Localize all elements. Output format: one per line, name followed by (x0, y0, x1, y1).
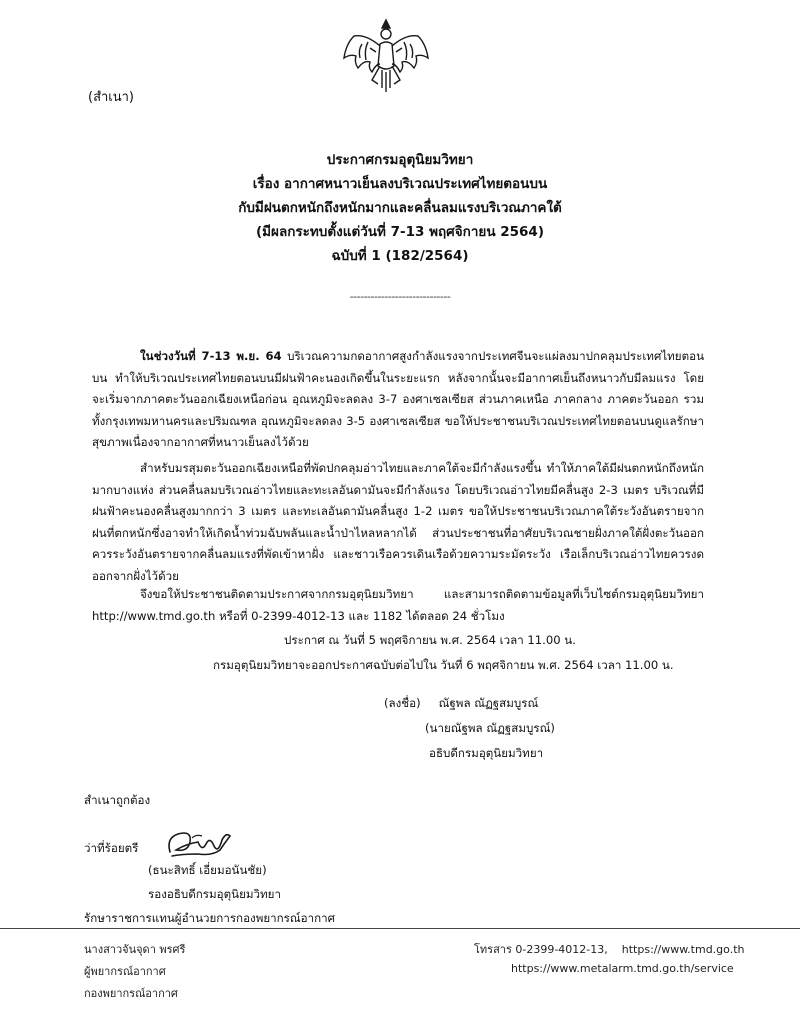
paragraph-3-text: จึงขอให้ประชาชนติดตามประกาศจากกรมอุตุนิยมวิทยา และสามารถติดตามข้อมูลที่เว็บไซต์กรมอุตุนิยมวิทยา http://www.tmd.go.th หรือที่ 0-2399-4012-13 และ 1182 ได้ตลอด 24 ชั่วโมง (92, 587, 704, 623)
certifier-position: รองอธิบดีกรมอุตุนิยมวิทยา (148, 887, 281, 901)
title-line-4: (มีผลกระทบตั้งแต่วันที่ 7-13 พฤศจิกายน 2564) (255, 224, 544, 240)
body-paragraph-1 (92, 346, 704, 454)
officer-name: นางสาวจันจุดา พรศรี (84, 943, 186, 956)
title-line-3: กับมีฝนตกหนักถึงหนักมากและคลื่นลมแรงบริเวณภาคใต้ (238, 200, 562, 216)
garuda-emblem-icon (336, 14, 436, 96)
website-link[interactable]: https://www.tmd.go.th (621, 943, 745, 956)
title-line-2: เรื่อง อากาศหนาวเย็นลงบริเวณประเทศไทยตอนบน (252, 176, 548, 192)
signed-label: (ลงชื่อ) (384, 696, 421, 710)
title-line-1: ประกาศกรมอุตุนิยมวิทยา (326, 152, 474, 168)
paragraph-2-text: สำหรับมรสุมตะวันออกเฉียงเหนือที่พัดปกคลุมอ่าวไทยและภาคใต้จะมีกำลังแรงขึ้น ทำให้ภาคใต้มีฝนตกหนักถึงหนักมากบางแห่ง ส่วนคลื่นลมบริเวณอ่าวไทยและทะเลอันดามันจะมีกำลังแรง โดยบริเวณอ่าวไทยมีคลื่นสูง 2-3 เมตร บริเวณที่มีฝนฟ้าคะนองคลื่นสูงมากกว่า 3 เมตร และทะเลอันดามันคลื่นสูง 1-2 เมตร ขอให้ประชาชนบริเวณภาคใต้ระวังอันตรายจากฝนที่ตกหนักซึ่งอาจทำให้เกิดน้ำท่วมฉับพลันและน้ำป่าไหลหลากได้ ส่วนประชาชนที่อาศัยบริเวณชายฝั่งภาคใต้ฝั่งตะวันออก ควรระวังอันตรายจากคลื่นลมแรงที่พัดเข้าหาฝั่ง และชาวเรือควรเดินเรือด้วยความระมัดระวัง เรือเล็กบริเวณอ่าวไทยควรงดออกจากฝั่งไว้ด้วย (92, 461, 704, 583)
paragraph-1-text: บริเวณความกดอากาศสูงกำลังแรงจากประเทศจีนจะแผ่ลงมาปกคลุมประเทศไทยตอนบน ทำให้บริเวณประเทศไทยตอนบนมีฝนฟ้าคะนองเกิดขึ้นในระยะแรก หลังจากนั้นจะมีอากาศเย็นถึงหนาวกับมีลมแรง โดยจะเริ่มจากภาคตะวันออกเฉียงเหนือก่อน อุณหภูมิจะลดลง 3-7 องศาเซลเซียส ส่วนภาคเหนือ ภาคกลาง ภาคตะวันออก รวมทั้งกรุงเทพมหานครและปริมณฑล อุณหภูมิจะลดลง 3-5 องศาเซลเซียส ขอให้ประชาชนบริเวณประเทศไทยตอนบนดูแลรักษาสุขภาพเนื่องจากอากาศที่หนาวเย็นลงไว้ด้วย (92, 349, 704, 450)
officer-role: ผู้พยากรณ์อากาศ (84, 965, 166, 978)
copy-label: (สำเนา) (88, 90, 135, 105)
signatory-position: อธิบดีกรมอุตุนิยมวิทยา (429, 746, 544, 760)
body-paragraph-2 (92, 458, 704, 588)
body-paragraph-3 (92, 584, 704, 627)
certified-copy-label: สำเนาถูกต้อง (84, 793, 151, 807)
signed-name: ณัฐพล ณัฏฐสมบูรณ์ (438, 696, 539, 710)
footer-divider (0, 928, 800, 929)
title-line-5: ฉบับที่ 1 (182/2564) (331, 248, 469, 264)
certifier-name: (ธนะสิทธิ์ เอี่ยมอนันชัย) (148, 863, 267, 877)
certifier-rank: ว่าที่ร้อยตรี (84, 841, 139, 855)
paragraph-1-lead: ในช่วงวันที่ 7-13 พ.ย. 64 (140, 349, 282, 363)
issued-date: ประกาศ ณ วันที่ 5 พฤศจิกายน พ.ศ. 2564 เวลา 11.00 น. (284, 633, 576, 647)
signed-line (384, 695, 538, 713)
metalarm-link[interactable]: https://www.metalarm.tmd.go.th/service (511, 962, 734, 975)
certifier-acting-role: รักษาราชการแทนผู้อำนวยการกองพยากรณ์อากาศ (84, 911, 336, 925)
title-separator: ----------------------------- (349, 290, 451, 303)
handwritten-signature-icon (162, 826, 234, 860)
announcement-title (0, 148, 800, 268)
fax-number: โทรสาร 0-2399-4012-13, (474, 943, 608, 956)
fax-line (474, 940, 744, 958)
division-name: กองพยากรณ์อากาศ (84, 987, 178, 1000)
next-announcement: กรมอุตุนิยมวิทยาจะออกประกาศฉบับต่อไปใน วันที่ 6 พฤศจิกายน พ.ศ. 2564 เวลา 11.00 น. (213, 658, 674, 672)
signatory-full-name: (นายณัฐพล ณัฏฐสมบูรณ์) (425, 721, 555, 735)
